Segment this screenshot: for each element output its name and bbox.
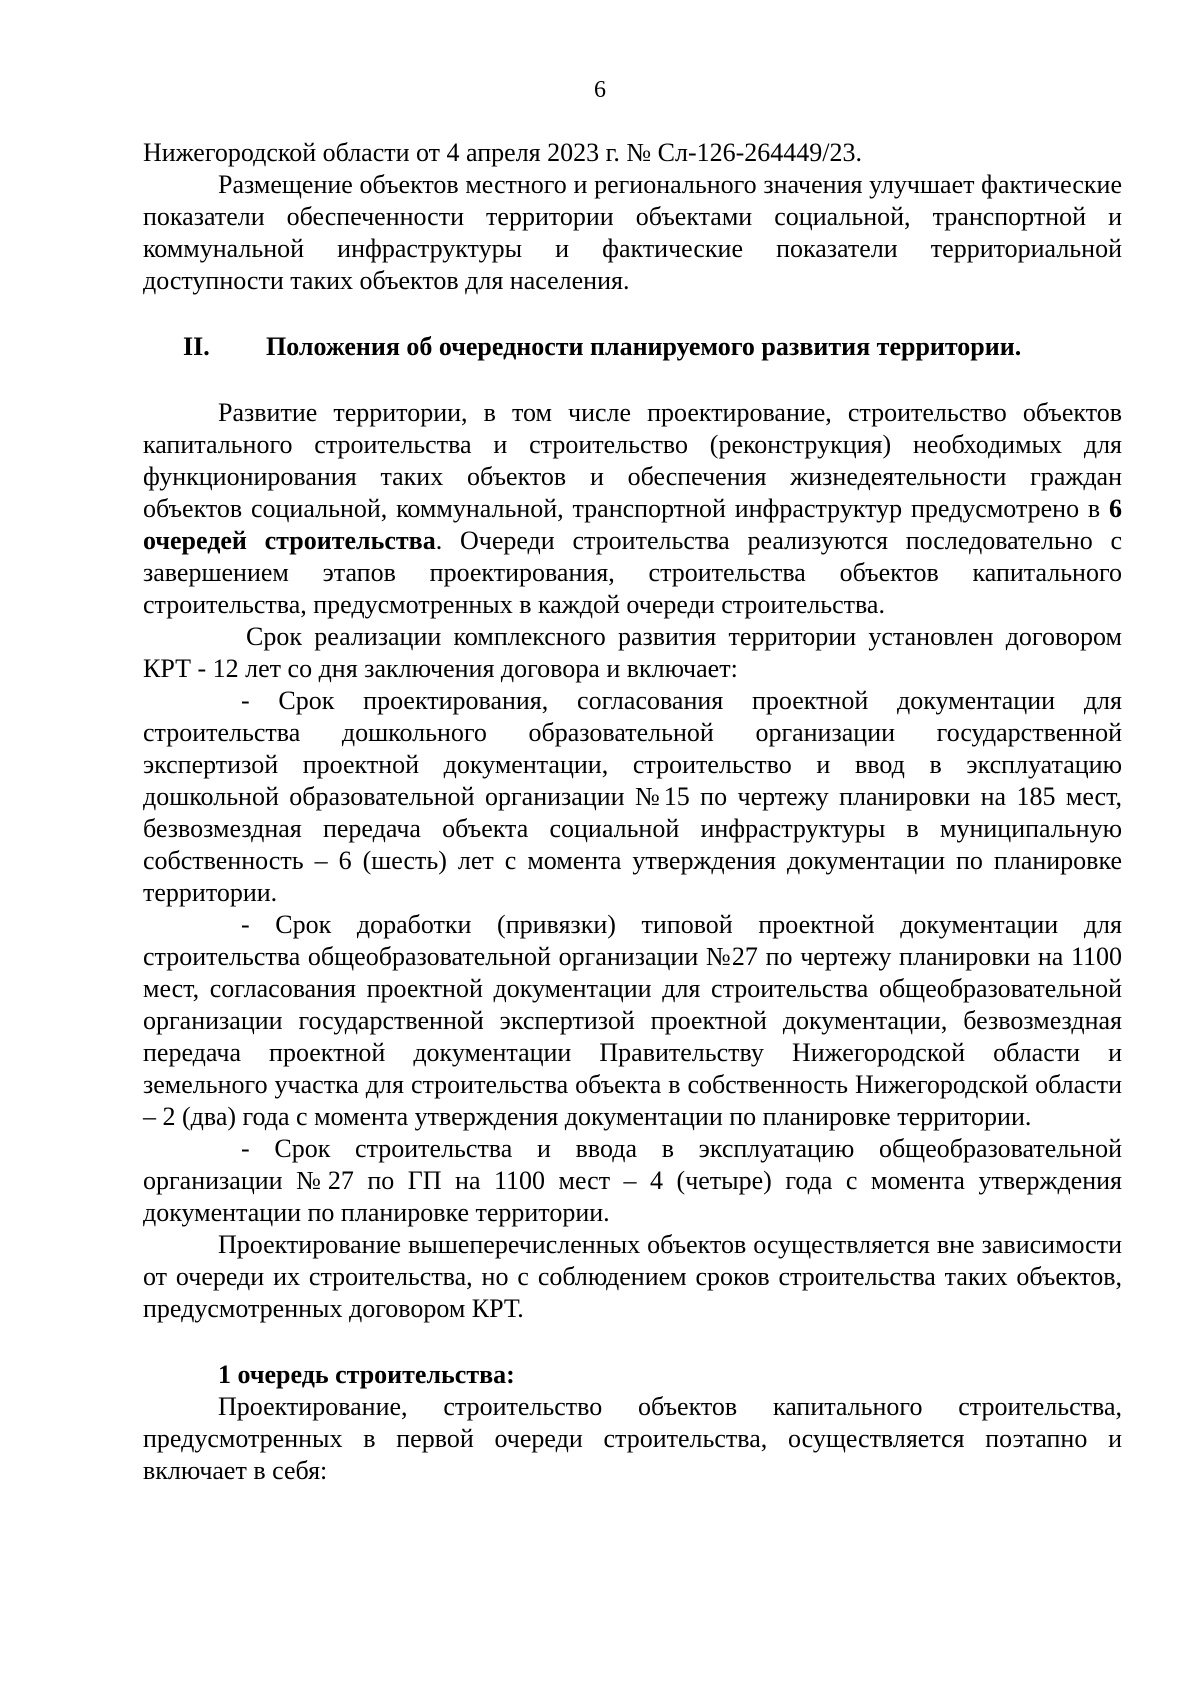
section-heading [143, 331, 1122, 363]
list-item: - Срок доработки (привязки) типовой проектной документации для строительства общеобразовательной организации №27 по чертежу планировки на 1100 мест, согласования проектной документации для строительства общеобразовательной организации государственной экспертизой проектной документации, безвозмездная передача проектной документации Правительству Нижегородской области и земельного участка для строительства объекта в собственность Нижегородской области – 2 (два) года с момента утверждения документации по планировке территории. [143, 910, 1122, 1131]
page-number: 6 [594, 77, 606, 103]
paragraph-development [143, 397, 1122, 621]
subsection-title: 1 очередь строительства: [218, 1360, 515, 1389]
paragraph-design: Проектирование вышеперечисленных объектов осуществляется вне зависимости от очереди их строительства, но с соблюдением сроков строительства таких объектов, предусмотренных договором КРТ. [143, 1230, 1122, 1323]
section-number: II. [183, 332, 210, 361]
paragraph-first-stage: Проектирование, строительство объектов капитального строительства, предусмотренных в первой очереди строительства, осуществляется поэтапно и включает в себя: [143, 1392, 1122, 1485]
document-body [143, 137, 1122, 1487]
list-item: - Срок строительства и ввода в эксплуатацию общеобразовательной организации №27 по ГП на 1100 мест – 4 (четыре) года с момента утверждения документации по планировке территории. [143, 1134, 1122, 1227]
intro-line: Нижегородской области от 4 апреля 2023 г. № Сл-126-264449/23. [143, 138, 863, 167]
paragraph-term: Срок реализации комплексного развития территории установлен договором КРТ - 12 лет со дня заключения договора и включает: [143, 622, 1122, 683]
intro-paragraph: Размещение объектов местного и регионального значения улучшает фактические показатели обеспеченности территории объектами социальной, транспортной и коммунальной инфраструктуры и фактические показатели территориальной доступности таких объектов для населения. [143, 170, 1122, 295]
section-title: Положения об очередности планируемого развития территории. [266, 332, 1022, 361]
list-item: - Срок проектирования, согласования проектной документации для строительства дошкольного образовательной организации государственной экспертизой проектной документации, строительство и ввод в эксплуатацию дошкольной образовательной организации №15 по чертежу планировки на 185 мест, безвозмездная передача объекта социальной инфраструктуры в муниципальную собственность – 6 (шесть) лет с момента утверждения документации по планировке территории. [143, 686, 1122, 907]
paragraph-development-text-end: . Очереди строительства реализуются последовательно с завершением этапов проектирования, строительства объектов капитального строительства, предусмотренных в каждой очереди строительства. [143, 526, 1122, 619]
paragraph-development-text-start: Развитие территории, в том числе проектирование, строительство объектов капитального строительства и строительство (реконструкция) необходимых для функционирования таких объектов и обеспечения жизнедеятельности граждан объектов социальной, коммунальной, транспортной инфраструктур предусмотрено в [143, 398, 1122, 523]
stages-count-emphasis: 6 очередей строительства [143, 494, 1122, 555]
